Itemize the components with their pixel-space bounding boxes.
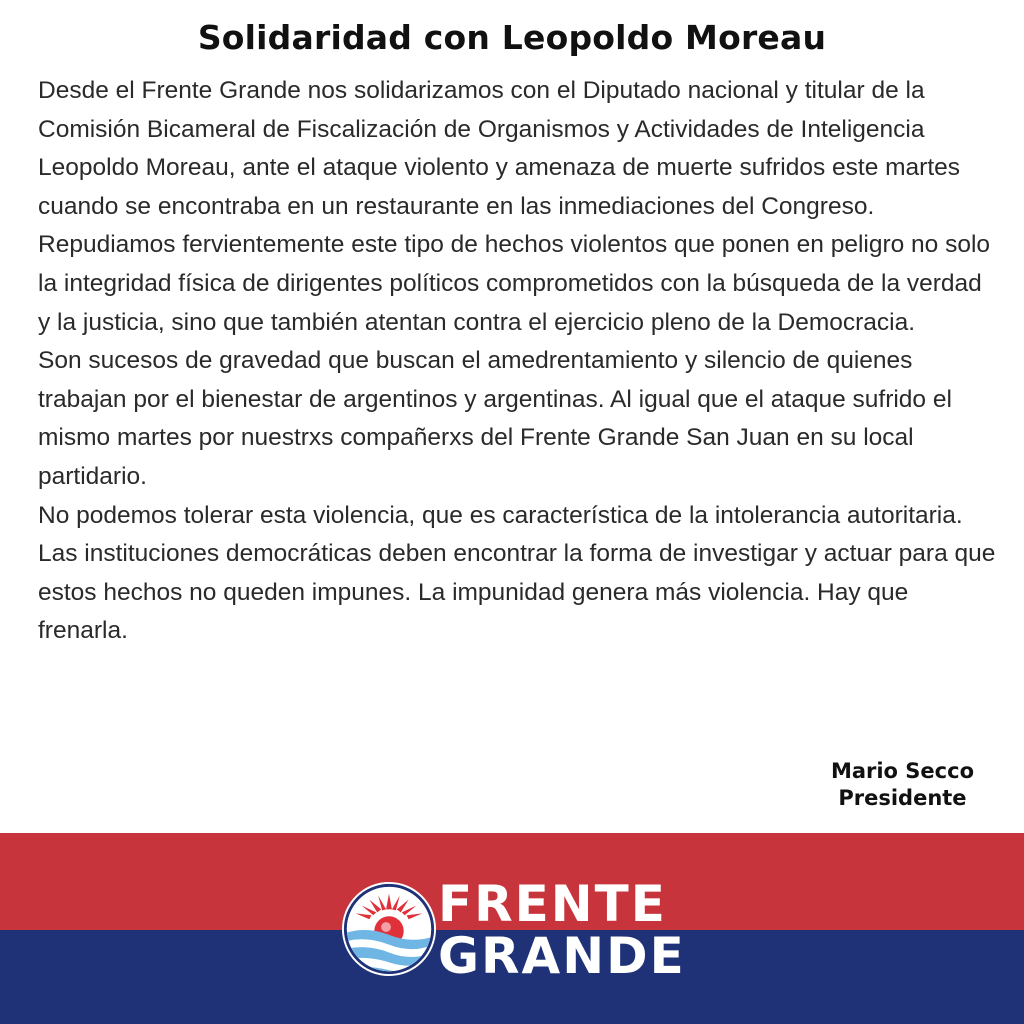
- statement-body: [38, 72, 998, 651]
- paragraph-3: Son sucesos de gravedad que buscan el amedrentamiento y silencio de quienes trabajan por el bienestar de argentinos y argentinas. Al igual que el ataque sufrido el mismo martes por nuestrxs compañerxs del Frente Grande San Juan en su local partidario.: [38, 347, 952, 490]
- paragraph-4: No podemos tolerar esta violencia, que es característica de la intolerancia autoritaria. Las instituciones democráticas deben encontrar la forma de investigar y actuar para que estos hechos no queden impunes. La impunidad genera más violencia. Hay que frenarla.: [38, 501, 996, 645]
- logo-word-grande: GRANDE: [438, 927, 686, 985]
- frente-grande-emblem-icon: [340, 880, 438, 978]
- frente-grande-wordmark: [438, 875, 686, 985]
- signature-block: [831, 758, 974, 812]
- signature-name: Mario Secco: [830, 759, 974, 783]
- paragraph-2: Repudiamos fervientemente este tipo de hechos violentos que ponen en peligro no solo la integridad física de dirigentes políticos comprometidos con la búsqueda de la verdad y la justicia, sino que también atentan contra el ejercicio pleno de la Democracia.: [38, 231, 991, 336]
- signature-role: Presidente: [838, 786, 967, 810]
- page-title: Solidaridad con Leopoldo Moreau: [197, 18, 827, 57]
- paragraph-1: Desde el Frente Grande nos solidarizamos con el Diputado nacional y titular de la Comisión Bicameral de Fiscalización de Organismos y Actividades de Inteligencia Leopoldo Moreau, ante el ataque violento y amenaza de muerte sufridos este martes cuando se encontraba en un restaurante en las inmediaciones del Congreso.: [38, 77, 961, 220]
- logo-word-frente: FRENTE: [438, 875, 667, 933]
